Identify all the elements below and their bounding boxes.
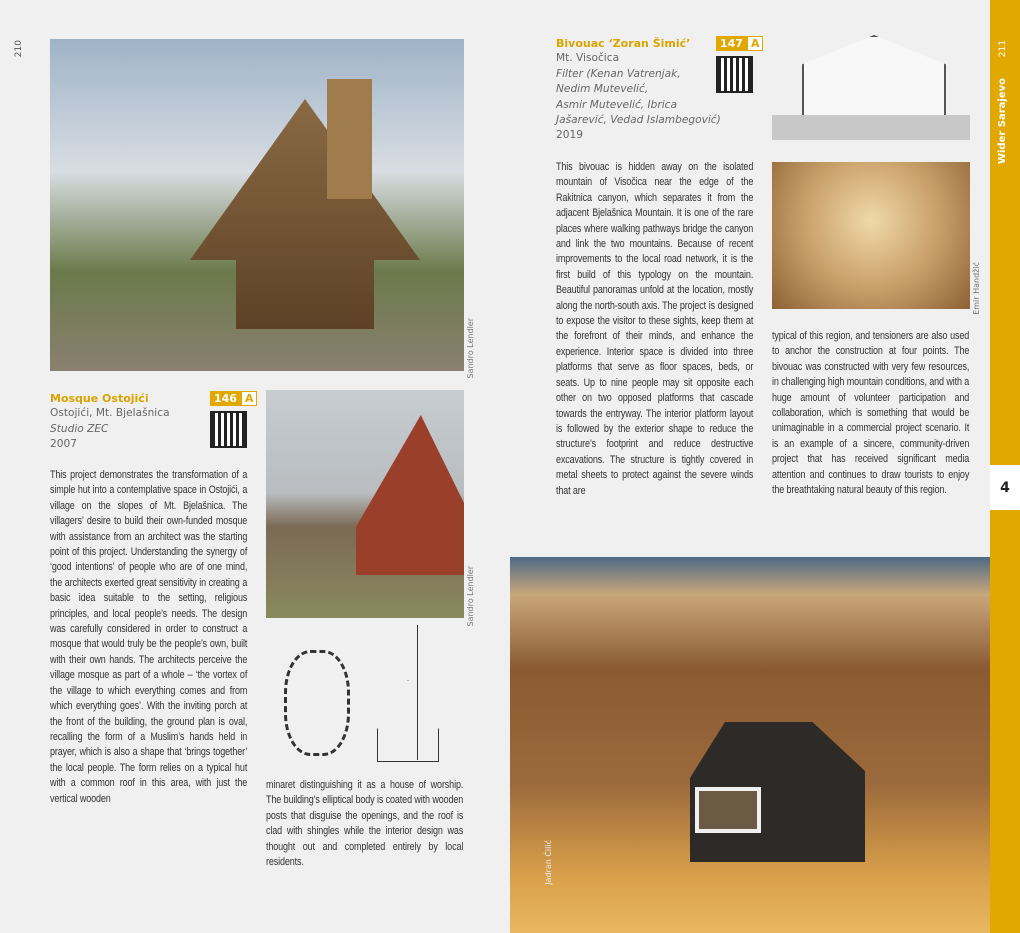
floor-plan-drawing [284,650,350,756]
entry-title: Mosque Ostojići [50,392,149,405]
entry-title: Bivouac ‘Zoran Šimić’ [556,37,691,50]
chapter-number: 4 [1000,479,1010,496]
bivouac-section-drawing [772,35,970,140]
photo-credit: Jadran Ćilić [544,840,553,885]
body-text: This bivouac is hidden away on the isolated mountain of Visočica near the edge of the Rakitnica canyon, which separates it from the adjacent Bjelašnica Mountain. It is one of the rare places where walking pathways bridge the canyon and link the two mountains. Because of recent improvements to the local road network, it is the first build of this typology on the mountain. Beautiful panoramas unfold at the location, mostly along the north-south axis. The project is designed to expose the visitor to these sights, keep them at the forefront of their minds, and enhance the experience. Interior space is divided into three platforms that serve as floor spaces, beds, or seats. Up to nine people may sit opposite each other on two opposed platforms that cascade towards the entryway. The interior platform layout is followed by the exterior shape to reduce the structure’s footprint and reduce destructive excavations. The structure is tightly covered in metal sheets to protect against the severe winds that are [556,161,754,497]
entry-architect: Jašarević, Vedad Islambegović) [556,114,721,127]
entry-number: 147 [716,36,747,51]
bivouac-exterior-photo [510,557,990,933]
entry-badge [210,391,257,406]
body-text: minaret distinguishing it as a house of worship. The building’s elliptical body is coated with wooden posts that disguise the openings, and the roof is clad with shingles while the interior design was thought out and completed entirely by local residents. [266,779,464,869]
entry-year: 2019 [556,129,583,142]
entry-grade: A [747,36,764,51]
photo-credit: Sandro Lendler [466,318,475,379]
section-label: Wider Sarajevo [997,78,1008,165]
bivouac-interior-photo [772,162,970,309]
page-number-right: 211 [998,40,1008,58]
entry-year: 2007 [50,438,77,451]
entry-architect: Asmir Mutevelić, Ibrica [556,98,677,111]
entry-grade: A [241,391,258,406]
entry-location: Ostojići, Mt. Bjelašnica [50,407,170,420]
mosque-photo [50,39,464,371]
qr-code-icon[interactable] [716,56,753,93]
entry-architect: Studio ZEC [50,422,109,435]
entry-badge [716,36,763,51]
entry-architect: Nedim Mutevelić, [556,83,649,96]
body-text: This project demonstrates the transformation of a simple hut into a contemplative space in Ostojići, a village on the slopes of Mt. Bjelašnica. The villagers’ desire to build their own-funded mosque with assistance from an architect was the starting point of this project. Understanding the synergy of ‘good intentions’ of people who are of one mind, the architects exerted great sensitivity in creating a basic idea suitable to the setting, religious principles, and local people’s needs. The design was carefully considered in order to construct a mosque that would truly be the people’s own, built with their own hands. The architects perceive the village mosque as part of a whole – ‘the vortex of the village to which everything comes and from which everything goes’. With the inviting porch at the front of the building, the ground plan is oval, recalling the form of a Muslim’s hands held in prayer, which is also a shape that ‘brings together’ the local people. The form relies on a typical hut with a common roof in this area, with just the vertical wooden [50,469,248,805]
entry-location: Mt. Visočica [556,52,620,65]
entry-number: 146 [210,391,241,406]
body-text: typical of this region, and tensioners are also used to anchor the construction at four points. The bivouac was constructed with very few resources, in challenging high mountain conditions, and with a huge amount of volunteer participation and collaboration, which is something that would be unimaginable in a commercial project scenario. It is an example of a sincere, community-driven project that has received significant media attention and continues to draw tourists to enjoy the breathtaking natural beauty of this region. [772,330,970,497]
chapter-tab[interactable] [990,465,1020,510]
page-number-left: 210 [14,40,24,58]
photo-credit: Emir Handžić [972,262,981,315]
qr-code-icon[interactable] [210,411,247,448]
mosque-photo-2 [266,390,464,618]
entry-architect: Filter (Kenan Vatrenjak, [556,67,681,80]
photo-credit: Sandro Lendler [466,566,475,627]
section-drawing [372,625,452,760]
